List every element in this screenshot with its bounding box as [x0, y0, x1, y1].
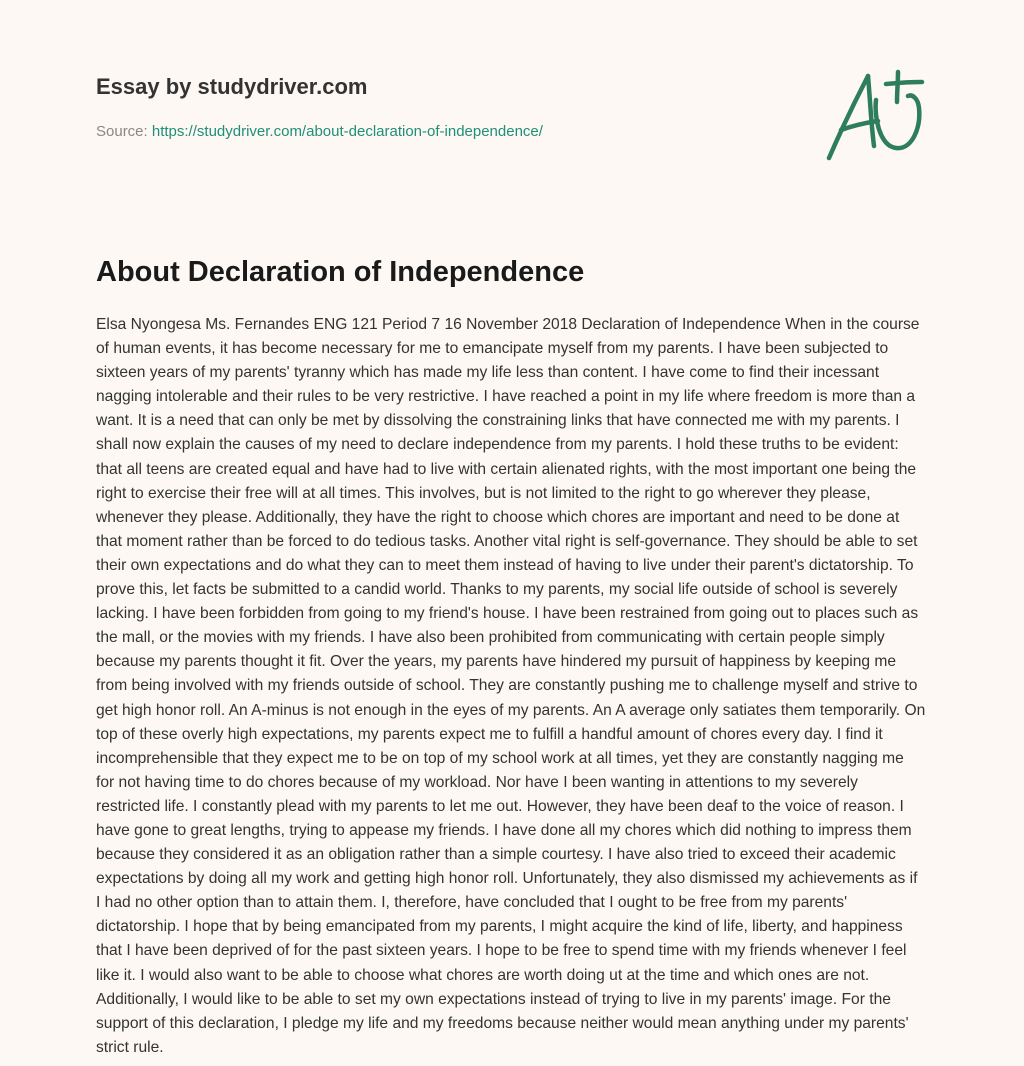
essay-title: About Declaration of Independence	[96, 256, 585, 288]
source-label: Source:	[96, 123, 148, 140]
plus-vertical-stroke	[897, 72, 898, 102]
a-plus-logo-icon	[824, 68, 928, 164]
site-title: Essay by studydriver.com	[96, 74, 368, 99]
source-link[interactable]: https://studydriver.com/about-declaration-of-independence/	[151, 123, 543, 140]
a-left-stroke	[829, 76, 868, 158]
a-right-stroke	[868, 76, 874, 146]
essay-body: Elsa Nyongesa Ms. Fernandes ENG 121 Period 7 16 November 2018 Declaration of Independence When in the course of human events, it has become necessary for me to emancipate myself from my parents. I have been subjected to sixteen years of my parents' tyranny which has made my life less than content. I have come to find their incessant nagging intolerable and their rules to be very restrictive. I have reached a point in my life where freedom is more than a want. It is a need that can only be met by dissolving the constraining links that have connected me with my parents. I shall now explain the causes of my need to declare independence from my parents. I hold these truths to be evident: that all teens are created equal and have had to live with certain alienated rights, with the most important one being the right to exercise their free will at all times. This involves, but is not limited to the right to go wherever they please, whenever they please. Additionally, they have the right to choose which chores are important and need to be done at that moment rather than be forced to do tedious tasks. Another vital right is self-governance. They should be able to set their own expectations and do what they can to meet them instead of having to live under their parent's dictatorship. To prove this, let facts be submitted to a candid world. Thanks to my parents, my social life outside of school is severely lacking. I have been forbidden from going to my friend's house. I have been restrained from going out to places such as the mall, or the movies with my friends. I have also been prohibited from communicating with certain people simply because my parents thought it fit. Over the years, my parents have hindered my pursuit of happiness by keeping me from being involved with my friends outside of school. They are constantly pushing me to challenge myself and strive to get high honor roll. An A-minus is not enough in the eyes of my parents. An A average only satiates them temporarily. On top of these overly high expectations, my parents expect me to fulfill a handful amount of chores every day. I find it incomprehensible that they expect me to be on top of my school work at all times, yet they are constantly nagging me for not having time to do chores because of my workload. Nor have I been wanting in attentions to my severely restricted life. I constantly plead with my parents to let me out. However, they have been deaf to the voice of reason. I have gone to great lengths, trying to appease my friends. I have done all my chores which did nothing to impress them because they considered it as an obligation rather than a simple courtesy. I have also tried to exceed their academic expectations by doing all my work and getting high honor roll. Unfortunately, they also dismissed my achievements as if I had no other option than to attain them. I, therefore, have concluded that I ought to be free from my parents' dictatorship. I hope that by being emancipated from my parents, I might acquire the kind of life, liberty, and happiness that I have been deprived of for the past sixteen years. I hope to be free to spend time with my friends whenever I feel like it. I would also want to be able to choose what chores are worth doing ut at the time and which ones are not. Additionally, I would like to be able to set my own expectations instead of trying to live in my parents' image. For the support of this declaration, I pledge my life and my freedoms because neither would mean anything under my parents' strict rule.	[96, 316, 926, 1056]
source-line	[96, 123, 543, 140]
plus-horizontal-stroke	[886, 82, 922, 84]
